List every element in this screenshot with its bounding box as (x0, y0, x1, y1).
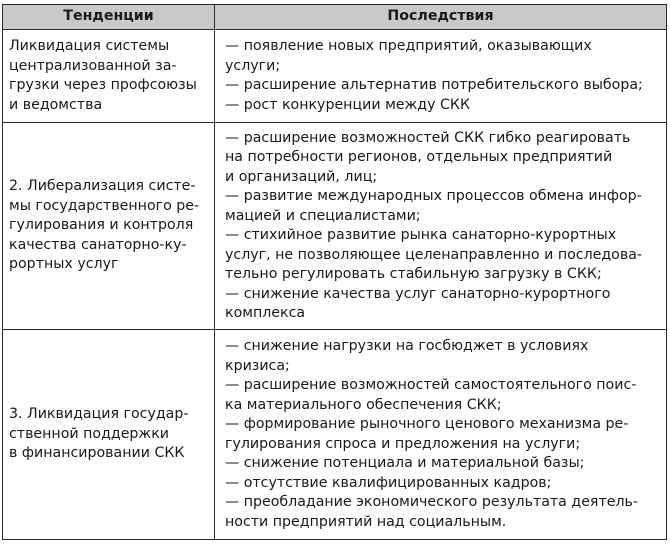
consequence-text-line: ка материального обеспечения СКК; (225, 396, 502, 413)
table-row (3, 330, 667, 540)
consequence-text-line: — снижение потенциала и материальной базы; (225, 455, 585, 471)
header-trends: Тенденции (3, 5, 215, 30)
consequence-text-line: — стихийное развитие рынка санаторно-курортных (225, 227, 617, 243)
consequence-text-line: — рост конкуренции между СКК (225, 96, 471, 113)
consequence-text-line: на потребности регионов, отдельных предприятий (225, 149, 613, 165)
trends-consequences-table (2, 4, 667, 540)
consequence-text-line: — преобладание экономического результата деятель- (225, 494, 639, 510)
trend-cell (3, 123, 215, 330)
trend-text-line: 2. Либерализация систе- (9, 178, 196, 195)
consequence-text-line: ности предприятий над социальным. (225, 513, 507, 530)
consequence-text-line: комплекса (225, 305, 306, 321)
consequence-text-line: гулирования спроса и предложения на услуги; (225, 435, 581, 452)
consequence-text-line: — формирование рыночного ценового механизма ре- (225, 416, 629, 432)
trend-text-line: Ликвидация системы (9, 38, 170, 54)
consequence-text-line: услуги; (225, 57, 281, 74)
consequence-text-line: — расширение возможностей СКК гибко реагировать (225, 129, 631, 146)
consequence-cell (215, 30, 667, 123)
consequence-text-line: — расширение возможностей самостоятельного поис- (225, 377, 637, 393)
trend-text-line: 3. Ликвидация государ- (9, 406, 189, 423)
table-header-row (3, 5, 667, 30)
consequence-cell (215, 330, 667, 540)
trend-text-line: грузки через профсоюзы (9, 77, 197, 93)
trend-text-line: ственной поддержки (9, 425, 169, 442)
consequence-text-line: — снижение качества услуг санаторно-курортного (225, 285, 611, 302)
trend-text-line: рортных услуг (9, 256, 119, 273)
header-consequences: Последствия (215, 5, 667, 30)
table-row (3, 123, 667, 330)
consequence-text-line: тельно регулировать стабильную загрузку в СКК; (225, 266, 602, 282)
consequence-text-line: — отсутствие квалифицированных кадров; (225, 474, 552, 491)
consequence-text-line: — расширение альтернатив потребительского выбора; (225, 77, 643, 93)
consequence-text-line: кризиса; (225, 357, 290, 374)
trend-text-line: и ведомства (9, 96, 103, 113)
consequence-text-line: — появление новых предприятий, оказывающих (225, 38, 592, 54)
table-row (3, 30, 667, 123)
trend-text-line: централизованной за- (9, 57, 177, 74)
consequence-text-line: услуг, не позволяющее целенаправленно и последова- (225, 246, 643, 263)
trend-text-line: гулирования и контроля (9, 217, 194, 234)
trend-text-line: качества санаторно-ку- (9, 236, 187, 253)
consequence-text-line: — развитие международных процессов обмена инфор- (225, 188, 642, 204)
trend-text-line: в финансировании СКК (9, 445, 185, 462)
consequence-text-line: мацией и специалистами; (225, 207, 421, 224)
consequence-text-line: — снижение нагрузки на госбюджет в условиях (225, 338, 589, 354)
trend-cell (3, 30, 215, 123)
consequence-text-line: и организаций, лиц; (225, 168, 378, 185)
trend-cell (3, 330, 215, 540)
consequence-cell (215, 123, 667, 330)
trend-text-line: мы государственного ре- (9, 197, 200, 214)
